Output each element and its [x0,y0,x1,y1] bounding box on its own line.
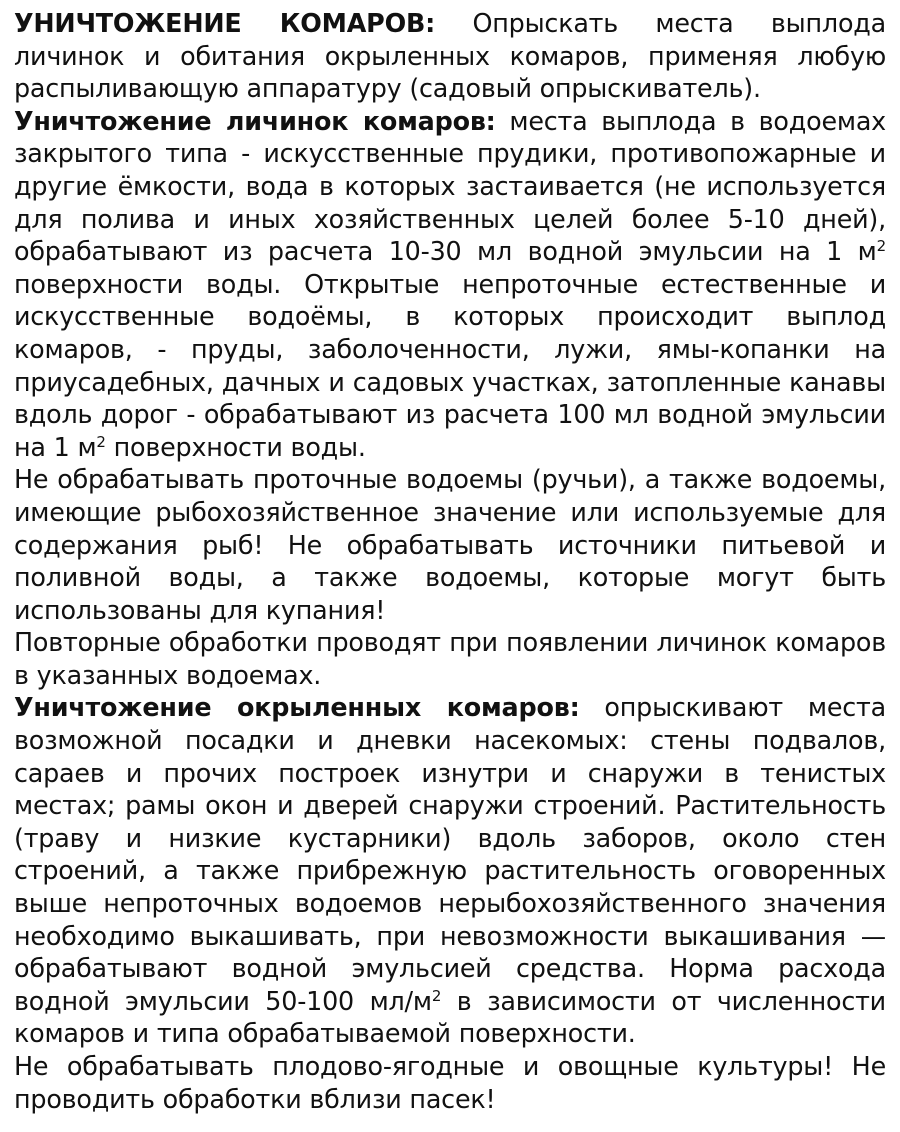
heading-larvae-control: Уничтожение личинок комаров: [14,105,496,136]
paragraph-text: поверхности воды. Открытые непроточные естественные и искусственные водоёмы, в которых происходит выплод комаров, - пруды, заболоченности, лужи, ямы-копанки на приусадебных, дачных и садовых участках, затопленные канавы вдоль дорог - обрабатывают из расчета 100 мл водной эмульсии на 1 м [14,268,886,462]
paragraph-text: места выплода в водоемах закрытого типа - искусственные прудики, противопожарные и другие ёмкости, вода в которых застаивается (не используется для полива и иных хозяйственных целей более 5-10 дней), обрабатывают из расчета 10-30 мл водной эмульсии на 1 м [14,105,887,267]
paragraph-text: Опрыскать места выплода личинок и обитания окрыленных комаров, применяя любую распыливающую аппаратуру (садовый опрыскиватель). [14,8,886,104]
paragraph-text: поверхности воды. [105,431,366,462]
paragraph-text: в зависимости от численности комаров и типа обрабатываемой поверхности. [14,985,886,1049]
superscript: 2 [876,237,886,256]
paragraph-text: Не обрабатывать плодово-ягодные и овощные культуры! Не проводить обработки вблизи пасек! [14,1051,886,1114]
paragraph-text: Повторные обработки проводят при появлении личинок комаров в указанных водоемах. [14,627,886,690]
heading-adult-control: Уничтожение окрыленных комаров: [14,692,580,723]
paragraph-repeat-treatment [14,626,886,691]
paragraph-intro [14,7,886,105]
paragraph-warning-water [14,463,886,626]
paragraph-adults [14,691,886,1050]
paragraph-larvae [14,105,886,464]
paragraph-text: Не обрабатывать проточные водоемы (ручьи), а также водоемы, имеющие рыбохозяйственное значение или используемые для содержания рыб! Не обрабатывать источники питьевой и поливной воды, а также водоемы, которые могут быть использованы для купания! [14,464,886,625]
superscript: 2 [96,432,106,451]
paragraph-warning-crops [14,1050,886,1115]
heading-mosquito-control: УНИЧТОЖЕНИЕ КОМАРОВ: [14,8,436,38]
paragraph-text: опрыскивают места возможной посадки и дневки насекомых: стены подвалов, сараев и прочих построек изнутри и снаружи в тенистых местах; рамы окон и дверей снаружи строений. Растительность (траву и низкие кустарники) вдоль заборов, около стен строений, а также прибрежную растительность оговоренных выше непроточных водоемов нерыбохозяйственного значения необходимо выкашивать, при невозможности выкашивания — обрабатывают водной эмульсией средства. Норма расхода водной эмульсии 50-100 мл/м [14,692,886,1016]
superscript: 2 [431,986,442,1005]
